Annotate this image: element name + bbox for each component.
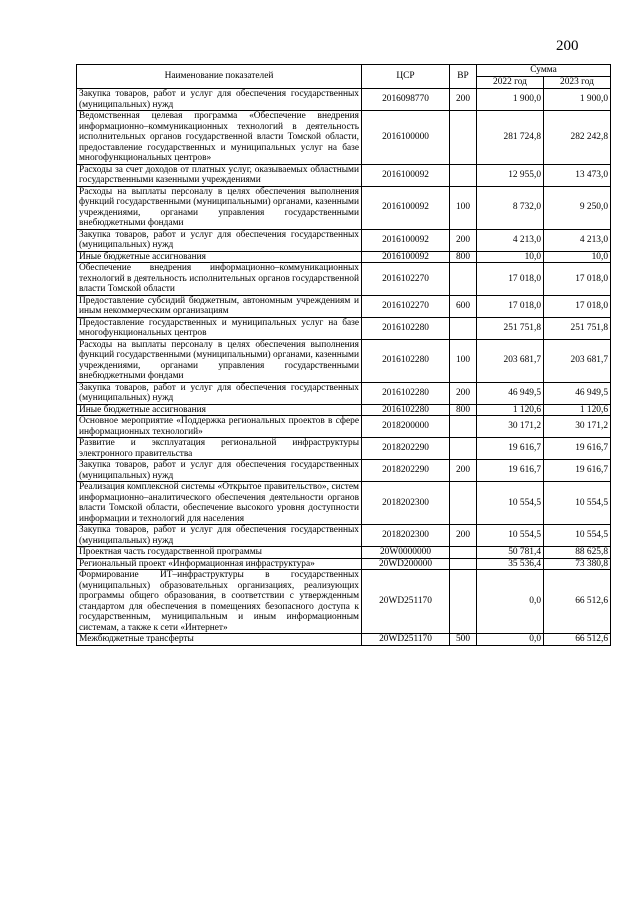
row-value-2023: 17 018,0 [544, 295, 611, 317]
row-vr [450, 263, 477, 296]
row-csr: 2018202290 [362, 460, 450, 482]
row-vr [450, 570, 477, 634]
table-body [77, 89, 611, 646]
row-value-2023: 10 554,5 [544, 525, 611, 547]
row-value-2022: 17 018,0 [477, 295, 544, 317]
row-csr: 2016102280 [362, 382, 450, 404]
row-csr: 2016102270 [362, 295, 450, 317]
table-row [77, 460, 611, 482]
table-row [77, 186, 611, 229]
row-value-2022: 19 616,7 [477, 460, 544, 482]
table-row [77, 111, 611, 165]
row-csr: 2016100092 [362, 251, 450, 263]
row-vr: 600 [450, 295, 477, 317]
table-row [77, 547, 611, 559]
row-csr: 2018202300 [362, 525, 450, 547]
row-name: Проектная часть государственной программы [77, 547, 362, 559]
row-value-2023: 10 554,5 [544, 482, 611, 525]
table-row [77, 295, 611, 317]
table-row [77, 416, 611, 438]
row-value-2022: 17 018,0 [477, 263, 544, 296]
row-vr [450, 438, 477, 460]
row-name: Основное мероприятие «Поддержка региональных проектов в сфере информационных технологий» [77, 416, 362, 438]
header-csr: ЦСР [362, 65, 450, 89]
row-name: Предоставление субсидий бюджетным, автономным учреждениям и иным некоммерческим организациям [77, 295, 362, 317]
row-csr: 20WD251170 [362, 570, 450, 634]
header-vr: ВР [450, 65, 477, 89]
row-name: Иные бюджетные ассигнования [77, 251, 362, 263]
row-name: Межбюджетные трансферты [77, 634, 362, 646]
row-value-2022: 19 616,7 [477, 438, 544, 460]
row-name: Закупка товаров, работ и услуг для обеспечения государственных (муниципальных) нужд [77, 382, 362, 404]
table-row [77, 164, 611, 186]
row-value-2023: 73 380,8 [544, 558, 611, 570]
row-name: Иные бюджетные ассигнования [77, 404, 362, 416]
row-value-2022: 10 554,5 [477, 482, 544, 525]
row-value-2022: 12 955,0 [477, 164, 544, 186]
row-vr [450, 416, 477, 438]
row-csr: 2016102280 [362, 404, 450, 416]
row-value-2023: 66 512,6 [544, 634, 611, 646]
row-value-2023: 66 512,6 [544, 570, 611, 634]
header-name: Наименование показателей [77, 65, 362, 89]
row-vr [450, 547, 477, 559]
row-name: Закупка товаров, работ и услуг для обеспечения государственных (муниципальных) нужд [77, 229, 362, 251]
row-value-2022: 1 120,6 [477, 404, 544, 416]
row-name: Реализация комплексной системы «Открытое правительство», систем информационно–аналитического обеспечения деятельности органов власти Томской области, обеспечение высокого уровня доступности информации и технологий для населения [77, 482, 362, 525]
row-vr: 200 [450, 382, 477, 404]
table-header [77, 65, 611, 89]
row-value-2023: 203 681,7 [544, 339, 611, 382]
row-csr: 20WD200000 [362, 558, 450, 570]
row-name: Расходы за счет доходов от платных услуг, оказываемых областными государственными казенными учреждениями [77, 164, 362, 186]
row-value-2023: 88 625,8 [544, 547, 611, 559]
row-vr: 100 [450, 186, 477, 229]
row-csr: 2018200000 [362, 416, 450, 438]
row-vr: 500 [450, 634, 477, 646]
table-row [77, 482, 611, 525]
row-vr: 800 [450, 251, 477, 263]
row-name: Расходы на выплаты персоналу в целях обеспечения выполнения функций государственными (муниципальными) органами, казенными учреждениями, органами управления государственными внебюджетными фондами [77, 339, 362, 382]
row-csr: 2016100000 [362, 111, 450, 165]
row-vr: 200 [450, 460, 477, 482]
row-vr [450, 317, 477, 339]
row-csr: 2018202300 [362, 482, 450, 525]
table-row [77, 317, 611, 339]
row-name: Расходы на выплаты персоналу в целях обеспечения выполнения функций государственными (муниципальными) органами, казенными учреждениями, органами управления государственными внебюджетными фондами [77, 186, 362, 229]
row-value-2022: 281 724,8 [477, 111, 544, 165]
row-vr [450, 111, 477, 165]
table-row [77, 263, 611, 296]
header-year-2022: 2022 год [477, 77, 544, 89]
row-value-2022: 4 213,0 [477, 229, 544, 251]
row-name: Закупка товаров, работ и услуг для обеспечения государственных (муниципальных) нужд [77, 89, 362, 111]
row-vr [450, 164, 477, 186]
table-row [77, 339, 611, 382]
row-vr: 800 [450, 404, 477, 416]
row-vr [450, 482, 477, 525]
row-value-2023: 282 242,8 [544, 111, 611, 165]
row-name: Закупка товаров, работ и услуг для обеспечения государственных (муниципальных) нужд [77, 525, 362, 547]
row-value-2022: 8 732,0 [477, 186, 544, 229]
row-value-2022: 35 536,4 [477, 558, 544, 570]
table-row [77, 382, 611, 404]
row-value-2023: 9 250,0 [544, 186, 611, 229]
row-name: Развитие и эксплуатация региональной инфраструктуры электронного правительства [77, 438, 362, 460]
row-value-2022: 203 681,7 [477, 339, 544, 382]
header-year-2023: 2023 год [544, 77, 611, 89]
row-name: Закупка товаров, работ и услуг для обеспечения государственных (муниципальных) нужд [77, 460, 362, 482]
row-value-2022: 10 554,5 [477, 525, 544, 547]
row-value-2022: 46 949,5 [477, 382, 544, 404]
row-vr: 200 [450, 229, 477, 251]
row-value-2022: 50 781,4 [477, 547, 544, 559]
row-csr: 2016102280 [362, 317, 450, 339]
row-name: Ведомственная целевая программа «Обеспечение внедрения информационно–коммуникационных технологий в деятельность исполнительных органов государственной власти Томской области, предоставление государственных и муниципальных услуг на базе многофункциональных центров» [77, 111, 362, 165]
row-value-2023: 1 120,6 [544, 404, 611, 416]
row-value-2023: 30 171,2 [544, 416, 611, 438]
row-vr: 200 [450, 525, 477, 547]
row-value-2023: 1 900,0 [544, 89, 611, 111]
table-row [77, 404, 611, 416]
row-value-2023: 19 616,7 [544, 460, 611, 482]
table-row [77, 634, 611, 646]
budget-table [76, 64, 611, 646]
row-value-2022: 0,0 [477, 634, 544, 646]
table-row [77, 89, 611, 111]
row-name: Формирование ИТ–инфраструктуры в государственных (муниципальных) образовательных организациях, реализующих программы общего образования, в соответствии с утвержденным стандартом для обеспечения в помещениях безопасного доступа к государственным, муниципальным и иным информационным системам, а также к сети «Интернет» [77, 570, 362, 634]
row-csr: 2016100092 [362, 164, 450, 186]
table-row [77, 570, 611, 634]
row-csr: 2016100092 [362, 186, 450, 229]
row-vr: 200 [450, 89, 477, 111]
row-value-2022: 1 900,0 [477, 89, 544, 111]
row-csr: 20WD251170 [362, 634, 450, 646]
row-value-2023: 251 751,8 [544, 317, 611, 339]
row-csr: 2016102280 [362, 339, 450, 382]
row-value-2022: 0,0 [477, 570, 544, 634]
row-value-2022: 10,0 [477, 251, 544, 263]
row-csr: 2018202290 [362, 438, 450, 460]
table-row [77, 229, 611, 251]
row-csr: 2016100092 [362, 229, 450, 251]
row-value-2023: 19 616,7 [544, 438, 611, 460]
row-vr [450, 558, 477, 570]
table-row [77, 438, 611, 460]
table-row [77, 525, 611, 547]
table-row [77, 251, 611, 263]
row-value-2022: 251 751,8 [477, 317, 544, 339]
row-name: Предоставление государственных и муниципальных услуг на базе многофункциональных центров [77, 317, 362, 339]
page-number: 200 [556, 38, 579, 54]
row-value-2023: 46 949,5 [544, 382, 611, 404]
row-csr: 20W0000000 [362, 547, 450, 559]
row-vr: 100 [450, 339, 477, 382]
header-sum: Сумма [477, 65, 611, 77]
table-row [77, 558, 611, 570]
row-value-2023: 10,0 [544, 251, 611, 263]
row-csr: 2016102270 [362, 263, 450, 296]
row-value-2023: 17 018,0 [544, 263, 611, 296]
row-value-2023: 4 213,0 [544, 229, 611, 251]
row-name: Региональный проект «Информационная инфраструктура» [77, 558, 362, 570]
row-csr: 2016098770 [362, 89, 450, 111]
row-value-2023: 13 473,0 [544, 164, 611, 186]
row-name: Обеспечение внедрения информационно–коммуникационных технологий в деятельность исполнительных органов государственной власти Томской области [77, 263, 362, 296]
row-value-2022: 30 171,2 [477, 416, 544, 438]
